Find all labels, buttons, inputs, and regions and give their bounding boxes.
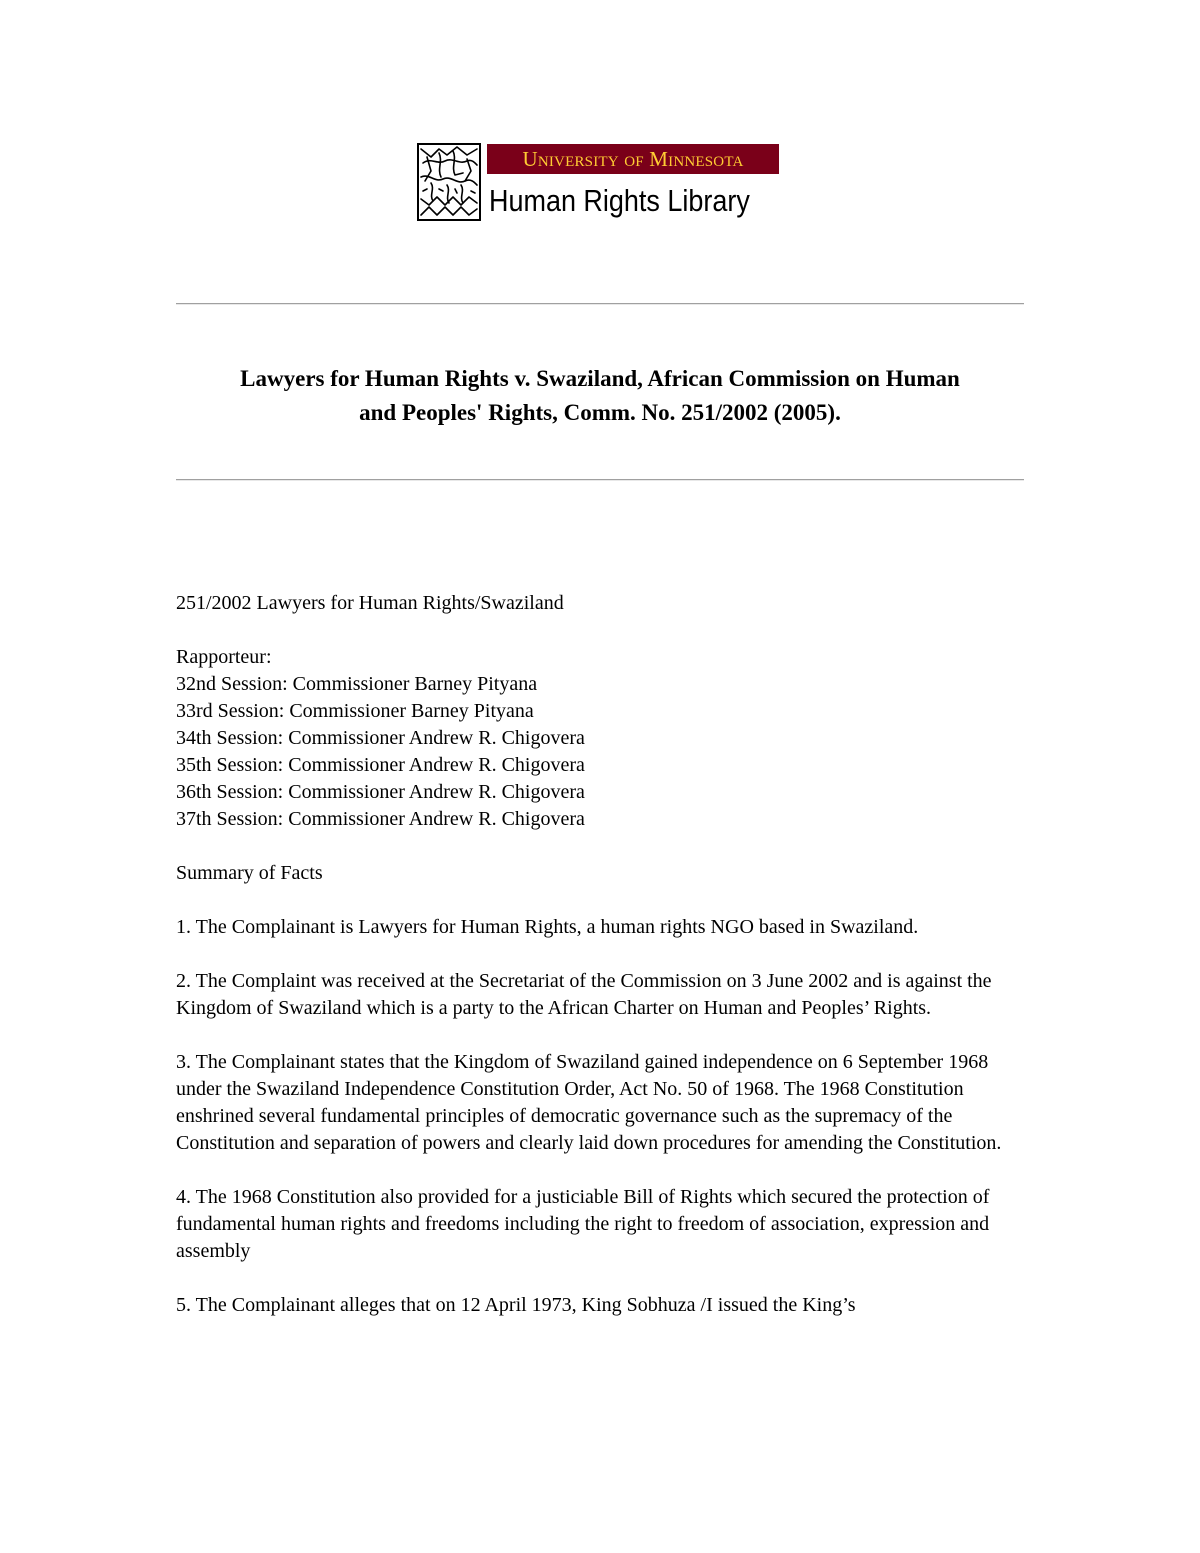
case-header: 251/2002 Lawyers for Human Rights/Swaziland — [176, 592, 564, 614]
session-line: 37th Session: Commissioner Andrew R. Chigovera — [176, 808, 585, 830]
title-line-2: and Peoples' Rights, Comm. No. 251/2002 (2005). — [359, 400, 841, 425]
paragraph: 4. The 1968 Constitution also provided for a justiciable Bill of Rights which secured the protection of fundamental human rights and freedoms including the right to freedom of association, expression and assembly — [176, 1186, 990, 1262]
session-line: 33rd Session: Commissioner Barney Pityana — [176, 700, 534, 722]
divider-bottom — [176, 479, 1024, 481]
paragraph: 5. The Complainant alleges that on 12 April 1973, King Sobhuza /I issued the King’s — [176, 1294, 856, 1316]
library-name: Human Rights Library — [489, 183, 750, 218]
paragraph: 3. The Complainant states that the Kingdom of Swaziland gained independence on 6 September 1968 under the Swaziland Independence Constitution Order, Act No. 50 of 1968. The 1968 Constitution enshrined several fundamental principles of democratic governance such as the supremacy of the Constitution and separation of powers and clearly laid down procedures for amending the Constitution. — [176, 1051, 1002, 1154]
paragraph: 2. The Complaint was received at the Secretariat of the Commission on 3 June 2002 and is against the Kingdom of Swaziland which is a party to the African Charter on Human and Peoples’ Rights. — [176, 970, 992, 1019]
session-line: 36th Session: Commissioner Andrew R. Chigovera — [176, 781, 585, 803]
session-line: 32nd Session: Commissioner Barney Pityana — [176, 673, 538, 695]
summary-heading: Summary of Facts — [176, 862, 323, 884]
rapporteur-block — [176, 644, 1024, 833]
title-line-1: Lawyers for Human Rights v. Swaziland, African Commission on Human — [240, 366, 960, 391]
library-logo — [417, 143, 787, 223]
divider-top — [176, 303, 1024, 305]
session-line: 34th Session: Commissioner Andrew R. Chigovera — [176, 727, 585, 749]
session-line: 35th Session: Commissioner Andrew R. Chigovera — [176, 754, 585, 776]
page-title — [176, 362, 1024, 430]
rapporteur-label: Rapporteur: — [176, 646, 272, 668]
hands-emblem-icon — [417, 143, 481, 221]
paragraph: 1. The Complainant is Lawyers for Human Rights, a human rights NGO based in Swaziland. — [176, 916, 919, 938]
university-name: University of Minnesota — [487, 144, 779, 174]
document-body — [176, 590, 1024, 1346]
